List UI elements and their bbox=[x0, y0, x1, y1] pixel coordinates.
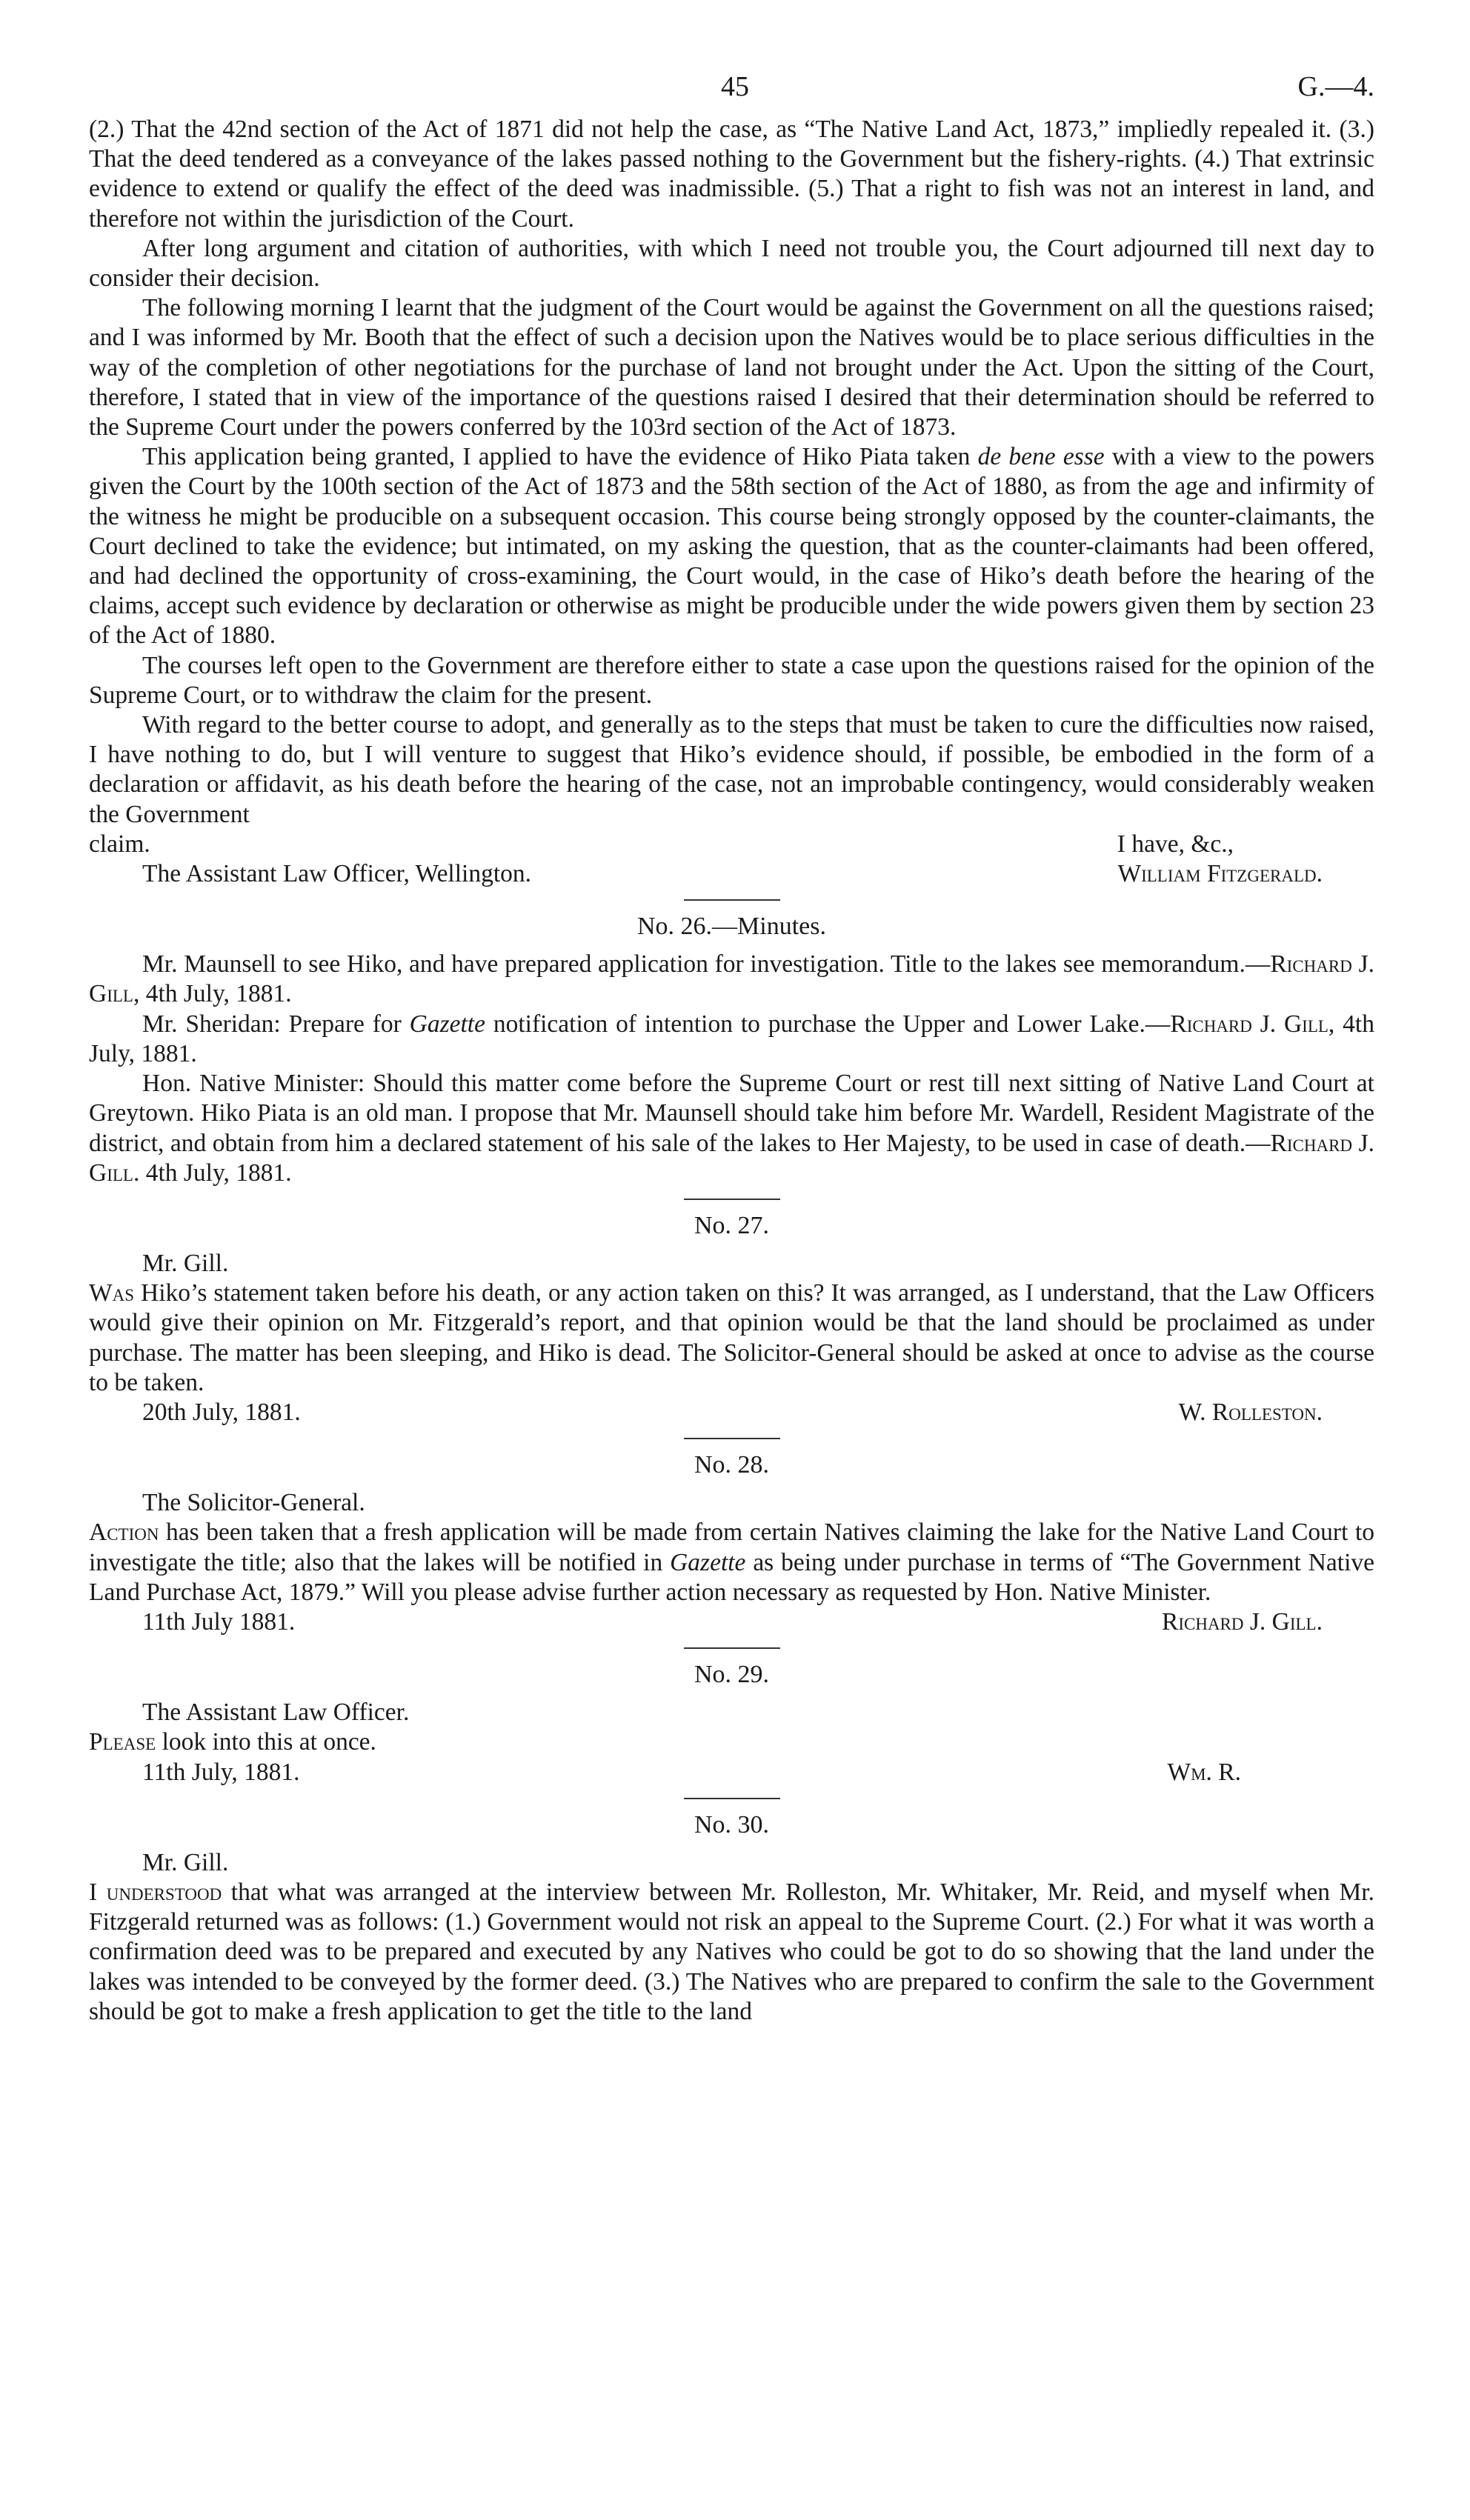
paragraph: The following morning I learnt that the judgment of the Court would be against the Government on all the questions raised; and I was informed by Mr. Booth that the effect of such a decision upon the Natives would be to place serious difficulties in the way of the completion of other negotiations for the purchase of land not brought under the Act. Upon the sitting of the Court, therefore, I stated that in view of the importance of the questions raised I desired that their determination should be referred to the Supreme Court under the powers conferred by the 103rd section of the Act of 1873. bbox=[89, 294, 1374, 441]
text-run: as being under purchase in terms of “The Government Native Land Purchase Act, 1879.” Will you please advise further action necessary as requested by Hon. Native Minister. bbox=[89, 1548, 1374, 1606]
italic-text: Gazette bbox=[409, 1010, 485, 1038]
signature: Richard J. Gill. bbox=[1161, 1607, 1323, 1636]
paragraph: With regard to the better course to adopt, and generally as to the steps that must be taken to cure the difficulties now raised, I have nothing to do, but I will venture to suggest that Hiko’s evidence should, if possible, be embodied in the form of a declaration or affidavit, as his death before the hearing of the case, not an improbable contingency, would considerably weaken the Government bbox=[89, 711, 1374, 828]
section-divider bbox=[684, 1199, 780, 1200]
section-divider bbox=[684, 1798, 780, 1799]
paragraph bbox=[89, 1518, 1374, 1607]
salutation: Mr. Gill. bbox=[142, 1848, 229, 1876]
text-run: that what was arranged at the interview between Mr. Rolleston, Mr. Whitaker, Mr. Reid, and myself when Mr. Fitzgerald returned was as follows: (1.) Government would not risk an appeal to the Supreme Court. (2.) For what it was worth a confirmation deed was to be prepared and executed by any Natives who could be got to do so showing that the land under the lakes was intended to be conveyed by the former deed. (3.) The Natives who are prepared to confirm the sale to the Government should be got to make a fresh application to get the title to the land bbox=[89, 1878, 1374, 2025]
paragraph bbox=[89, 1878, 1374, 2027]
section-divider bbox=[684, 1647, 780, 1649]
date-signature-line bbox=[89, 1758, 1374, 1787]
paragraph bbox=[89, 1069, 1374, 1188]
salutation: The Solicitor-General. bbox=[142, 1489, 365, 1517]
paragraph bbox=[89, 1010, 1374, 1069]
section-heading: No. 28. bbox=[694, 1451, 770, 1479]
date: 11th July 1881. bbox=[142, 1607, 296, 1636]
paragraph: The courses left open to the Government are therefore either to state a case upon the questions raised for the opinion of the Supreme Court, or to withdraw the claim for the present. bbox=[89, 651, 1374, 709]
italic-text: de bene esse bbox=[977, 443, 1105, 471]
date: 4th July, 1881. bbox=[139, 980, 292, 1008]
lead-word: Action bbox=[89, 1519, 159, 1547]
signature: Wm. R. bbox=[1167, 1758, 1241, 1786]
closing-phrase: I have, &c., bbox=[1117, 830, 1234, 858]
signature: Richard J. Gill. bbox=[89, 1129, 1374, 1187]
text-run: Mr. Maunsell to see Hiko, and have prepared application for investigation. Title to the lakes see memorandum.— bbox=[142, 950, 1271, 979]
addressee: The Assistant Law Officer, Wellington. bbox=[142, 860, 532, 888]
section-no-28 bbox=[89, 1450, 1374, 1637]
salutation: Mr. Gill. bbox=[142, 1249, 229, 1277]
text-run: Hon. Native Minister: Should this matter come before the Supreme Court or rest till next sitting of Native Land Court at Greytown. Hiko Piata is an old man. I propose that Mr. Maunsell should take him before Mr. Wardell, Resident Magistrate of the district, and obtain from him a declared statement of his sale of the lakes to Her Majesty, to be used in case of death.— bbox=[89, 1070, 1374, 1157]
text-run: with a view to the powers given the Court by the 100th section of the Act of 1873 and the 58th section of the Act of 1880, as from the age and infirmity of the witness he might be producible on a subsequent occasion. This course being strongly opposed by the counter-claimants, the Court declined to take the evidence; but intimated, on my asking the question, that as the counter-claimants had been offered, and had declined the opportunity of cross-examining, the Court would, in the case of Hiko’s death before the hearing of the claims, accept such evidence by declaration or otherwise as might be producible under the wide powers given them by section 23 of the Act of 1880. bbox=[89, 443, 1374, 650]
heading-text: No. 26.—Minutes. bbox=[637, 913, 826, 941]
date: 11th July, 1881. bbox=[142, 1758, 300, 1786]
section-heading: No. 30. bbox=[694, 1810, 770, 1839]
document-page bbox=[89, 70, 1374, 2027]
date: 20th July, 1881. bbox=[142, 1398, 301, 1426]
section-no-29 bbox=[89, 1659, 1374, 1787]
paragraph bbox=[89, 1727, 1374, 1757]
section-no-27 bbox=[89, 1210, 1374, 1427]
page-number: 45 bbox=[721, 71, 749, 102]
text-run: claim. bbox=[89, 830, 150, 858]
paragraph: After long argument and citation of authorities, with which I need not trouble you, the Court adjourned till next day to consider their decision. bbox=[89, 234, 1374, 293]
date: 4th July, 1881. bbox=[139, 1159, 292, 1187]
section-divider bbox=[684, 899, 780, 901]
signature-line bbox=[89, 859, 1374, 889]
text-run: has been taken that a fresh application will be made from certain Natives claiming the lake for the Native Land Court to investigate the title; also that the lakes will be notified in bbox=[89, 1519, 1374, 1576]
date: 4th July, 1881. bbox=[89, 1010, 1374, 1067]
page-header bbox=[89, 70, 1374, 109]
signature: W. Rolleston. bbox=[1178, 1398, 1323, 1426]
paragraph: (2.) That the 42nd section of the Act of 1871 did not help the case, as “The Native Land Act, 1873,” impliedly repealed it. (3.) That the deed tendered as a conveyance of the lakes passed nothing to the Government but the fishery-rights. (4.) That extrinsic evidence to extend or qualify the effect of the deed was inadmissible. (5.) That a right to fish was not an interest in land, and therefore not within the jurisdiction of the Court. bbox=[89, 116, 1374, 233]
section-no-26 bbox=[89, 911, 1374, 1188]
paragraph bbox=[89, 1279, 1374, 1398]
signature: William Fitzgerald. bbox=[1117, 860, 1323, 888]
signature: Richard J. Gill, bbox=[1170, 1010, 1335, 1038]
text-run: notification of intention to purchase the Upper and Lower Lake.— bbox=[485, 1010, 1171, 1038]
paragraph bbox=[89, 442, 1374, 650]
section-heading bbox=[89, 911, 1374, 942]
signature: Richard J. Gill, bbox=[89, 950, 1374, 1008]
text-run: Mr. Sheridan: Prepare for bbox=[142, 1010, 410, 1038]
date-signature-line bbox=[89, 1607, 1374, 1637]
text-run: This application being granted, I applied to have the evidence of Hiko Piata taken bbox=[142, 443, 978, 471]
paragraph bbox=[89, 950, 1374, 1009]
closing-line bbox=[89, 830, 1374, 859]
lead-word: Was bbox=[89, 1279, 135, 1307]
date-signature-line bbox=[89, 1398, 1374, 1427]
salutation: The Assistant Law Officer. bbox=[142, 1699, 410, 1727]
section-heading: No. 29. bbox=[694, 1661, 770, 1689]
section-no-30 bbox=[89, 1810, 1374, 2027]
letter-continuation bbox=[89, 115, 1374, 889]
italic-text: Gazette bbox=[670, 1548, 746, 1576]
paper-reference: G.—4. bbox=[1297, 71, 1374, 102]
section-heading: No. 27. bbox=[694, 1211, 770, 1239]
text-run: look into this at once. bbox=[156, 1728, 376, 1756]
text-run: Hiko’s statement taken before his death, or any action taken on this? It was arranged, as I understand, that the Law Officers would give their opinion on Mr. Fitzgerald’s report, and that opinion would be that the land should be proclaimed as under purchase. The matter has been sleeping, and Hiko is dead. The Solicitor-General should be asked at once to advise as the course to be taken. bbox=[89, 1279, 1374, 1396]
lead-word: I understood bbox=[89, 1878, 222, 1906]
section-divider bbox=[684, 1438, 780, 1439]
lead-word: Please bbox=[89, 1728, 156, 1756]
